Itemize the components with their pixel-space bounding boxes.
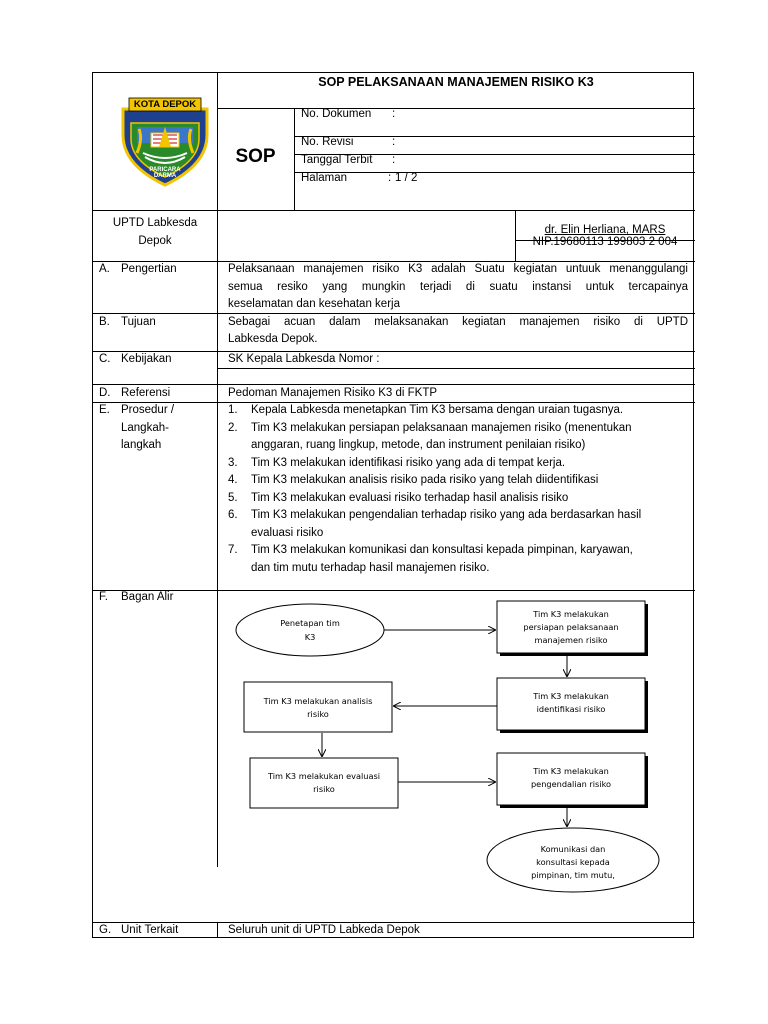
step-number: 1. xyxy=(228,404,238,416)
flow-pengendalian-text: Tim K3 melakukan xyxy=(533,766,609,776)
section-b-label: Tujuan xyxy=(121,316,156,328)
document-title: SOP PELAKSANAAN MANAJEMEN RISIKO K3 xyxy=(318,75,594,89)
flow-persiapan-text: Tim K3 melakukan xyxy=(533,609,609,619)
section-a-letter: A. xyxy=(99,263,110,275)
section-d-text: Pedoman Manajemen Risiko K3 di FKTP xyxy=(228,387,438,399)
field-tanggal-terbit-label: Tanggal Terbit xyxy=(301,154,373,166)
flow-start-text: Penetapan tim xyxy=(280,618,340,628)
section-d-letter: D. xyxy=(99,387,111,399)
flow-evaluasi-text: risiko xyxy=(313,784,335,794)
section-a-line: keselamatan dan kesehatan kerja xyxy=(228,298,400,310)
section-c-text: SK Kepala Labkesda Nomor : xyxy=(228,353,380,365)
section-e-label: langkah xyxy=(121,439,162,451)
flow-analisis-text: risiko xyxy=(307,709,329,719)
step-text: Tim K3 melakukan persiapan pelaksanaan manajemen risiko (menentukan xyxy=(251,422,632,434)
step-text: anggaran, ruang lingkup, metode, dan instrument penilaian risiko) xyxy=(251,439,586,451)
flow-identifikasi-text: Tim K3 melakukan xyxy=(533,691,609,701)
section-c-label: Kebijakan xyxy=(121,353,172,365)
field-tanggal-terbit-sep: : xyxy=(392,154,396,166)
step-number: 3. xyxy=(228,457,238,469)
flow-persiapan-text: persiapan pelaksanaan xyxy=(523,622,619,632)
section-c-letter: C. xyxy=(99,353,111,365)
flow-pengendalian-text: pengendalian risiko xyxy=(530,779,612,789)
section-g-text: Seluruh unit di UPTD Labkeda Depok xyxy=(228,924,420,936)
logo-motto: PARICARA DARMA xyxy=(149,167,181,179)
section-d-label: Referensi xyxy=(121,387,171,399)
section-f-letter: F. xyxy=(99,591,108,603)
section-g-letter: G. xyxy=(99,924,112,936)
flow-komunikasi-text: pimpinan, tim mutu, xyxy=(531,870,615,880)
field-halaman-value: 1 / 2 xyxy=(395,172,418,184)
org-name-line2: Depok xyxy=(138,235,172,247)
step-number: 4. xyxy=(228,474,238,486)
field-no-dokumen-sep: : xyxy=(392,108,396,120)
section-a-line: semua resiko yang mungkin terjadi di suatu instansi untuk tercapainya xyxy=(228,281,688,293)
logo-banner-text: KOTA DEPOK xyxy=(133,99,197,110)
flow-analisis-text: Tim K3 melakukan analisis xyxy=(263,696,373,706)
step-text: Tim K3 melakukan identifikasi risiko yang ada di tempat kerja. xyxy=(251,457,566,469)
signer-name: dr. Elin Herliana, MARS xyxy=(544,224,666,236)
step-text: evaluasi risiko xyxy=(251,527,324,539)
section-e-label: Prosedur / xyxy=(121,404,175,416)
step-number: 6. xyxy=(228,509,238,521)
flow-start-text: K3 xyxy=(304,632,316,642)
field-no-revisi-sep: : xyxy=(392,136,396,148)
step-text: Tim K3 melakukan komunikasi dan konsultasi kepada pimpinan, karyawan, xyxy=(251,544,633,556)
section-b-line: Sebagai acuan dalam melaksanakan kegiatan manajemen risiko di UPTD xyxy=(228,316,688,328)
step-text: Tim K3 melakukan evaluasi risiko terhadap hasil analisis risiko xyxy=(251,492,569,504)
signer-nip: NIP.19680113 199803 2 004 xyxy=(532,236,678,248)
section-f-label: Bagan Alir xyxy=(121,591,174,603)
step-number: 2. xyxy=(228,422,238,434)
field-halaman-sep: : xyxy=(388,172,392,184)
field-halaman-label: Halaman xyxy=(301,172,348,184)
section-a-line: Pelaksanaan manajemen risiko K3 adalah Suatu kegiatan untuuk menanggulangi xyxy=(228,263,688,275)
org-name-line1: UPTD Labkesda xyxy=(112,217,198,229)
field-no-revisi-label: No. Revisi xyxy=(301,136,354,148)
section-a-label: Pengertian xyxy=(121,263,177,275)
sop-label: SOP xyxy=(235,146,276,167)
section-b-letter: B. xyxy=(99,316,110,328)
step-text: Kepala Labkesda menetapkan Tim K3 bersama dengan uraian tugasnya. xyxy=(251,404,624,416)
field-no-dokumen-label: No. Dokumen xyxy=(301,108,372,120)
flow-persiapan-text: manajemen risiko xyxy=(534,635,608,645)
step-text: dan tim mutu terhadap hasil manajemen risiko. xyxy=(251,562,490,574)
section-e-letter: E. xyxy=(99,404,110,416)
step-text: Tim K3 melakukan analisis risiko pada risiko yang telah diidentifikasi xyxy=(251,474,599,486)
flow-komunikasi-text: konsultasi kepada xyxy=(536,857,610,867)
step-number: 5. xyxy=(228,492,238,504)
flow-start-ellipse xyxy=(236,604,384,656)
section-g-label: Unit Terkait xyxy=(121,924,179,936)
flow-evaluasi-box xyxy=(250,758,398,808)
flow-identifikasi-text: identifikasi risiko xyxy=(536,704,606,714)
flow-analisis-box xyxy=(244,682,392,732)
step-text: Tim K3 melakukan pengendalian terhadap risiko yang ada berdasarkan hasil xyxy=(251,509,642,521)
flow-komunikasi-text: Komunikasi dan xyxy=(540,844,606,854)
step-number: 7. xyxy=(228,544,238,556)
section-b-line: Labkesda Depok. xyxy=(228,333,318,345)
section-e-label: Langkah- xyxy=(121,422,169,434)
flow-evaluasi-text: Tim K3 melakukan evaluasi xyxy=(267,771,381,781)
